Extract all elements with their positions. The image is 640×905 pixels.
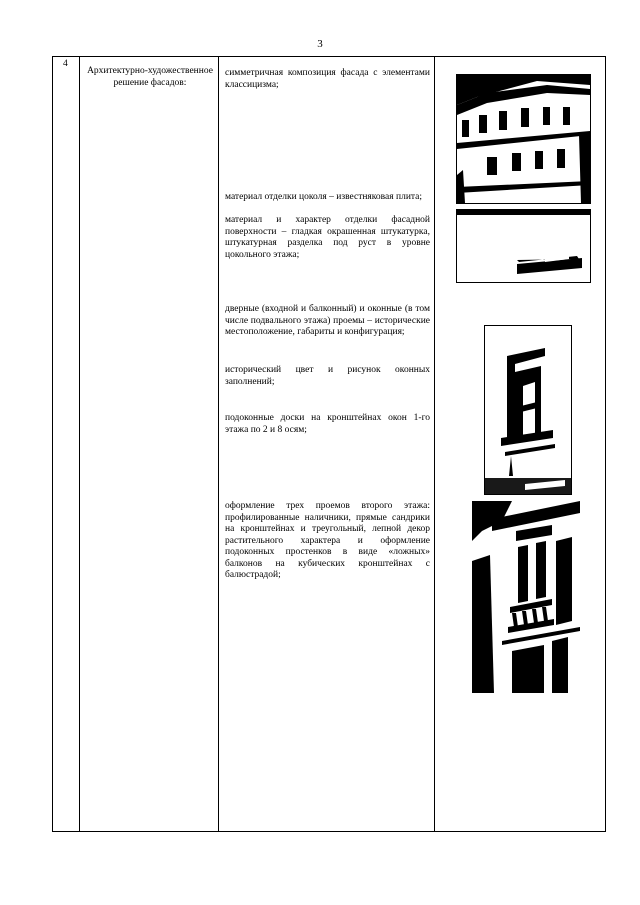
entry-openings: дверные (входной и балконный) и оконные (в том числе подвального этажа) проемы – исторические местоположение, габариты и конфигурация; bbox=[225, 304, 430, 337]
monument-table bbox=[52, 56, 606, 832]
entry-window-sills: подоконные доски на кронштейнах окон 1-го этажа по 2 и 8 осям; bbox=[225, 413, 430, 435]
balcony-decor-photo bbox=[472, 501, 580, 693]
facade-photo bbox=[456, 74, 591, 204]
plinth-window-photo bbox=[456, 209, 591, 283]
page-number: 3 bbox=[317, 38, 323, 50]
section-title: Архитектурно-художественное решение фасадов: bbox=[87, 66, 213, 88]
window-photo bbox=[484, 325, 572, 495]
column-divider bbox=[79, 57, 80, 831]
entry-composition: симметричная композиция фасада с элементами классицизма; bbox=[225, 68, 430, 90]
row-number: 4 bbox=[63, 59, 68, 69]
entry-second-floor-decor: оформление трех проемов второго этажа: профилированные наличники, прямые сандрики на кронштейнах и треугольный, лепной декор растительного характера и оформление подоконных простенков в виде «ложных» балконов на кубических кронштейнах с балюстрадой; bbox=[225, 501, 430, 580]
entry-facade-finish: материал и характер отделки фасадной поверхности – гладкая окрашенная штукатурка, штукатурная разделка под руст в уровне цокольного этажа; bbox=[225, 215, 430, 260]
entry-plinth-material: материал отделки цоколя – известняковая плита; bbox=[225, 192, 423, 202]
column-divider bbox=[434, 57, 435, 831]
column-divider bbox=[218, 57, 219, 831]
entry-window-color: исторический цвет и рисунок оконных заполнений; bbox=[225, 365, 430, 387]
